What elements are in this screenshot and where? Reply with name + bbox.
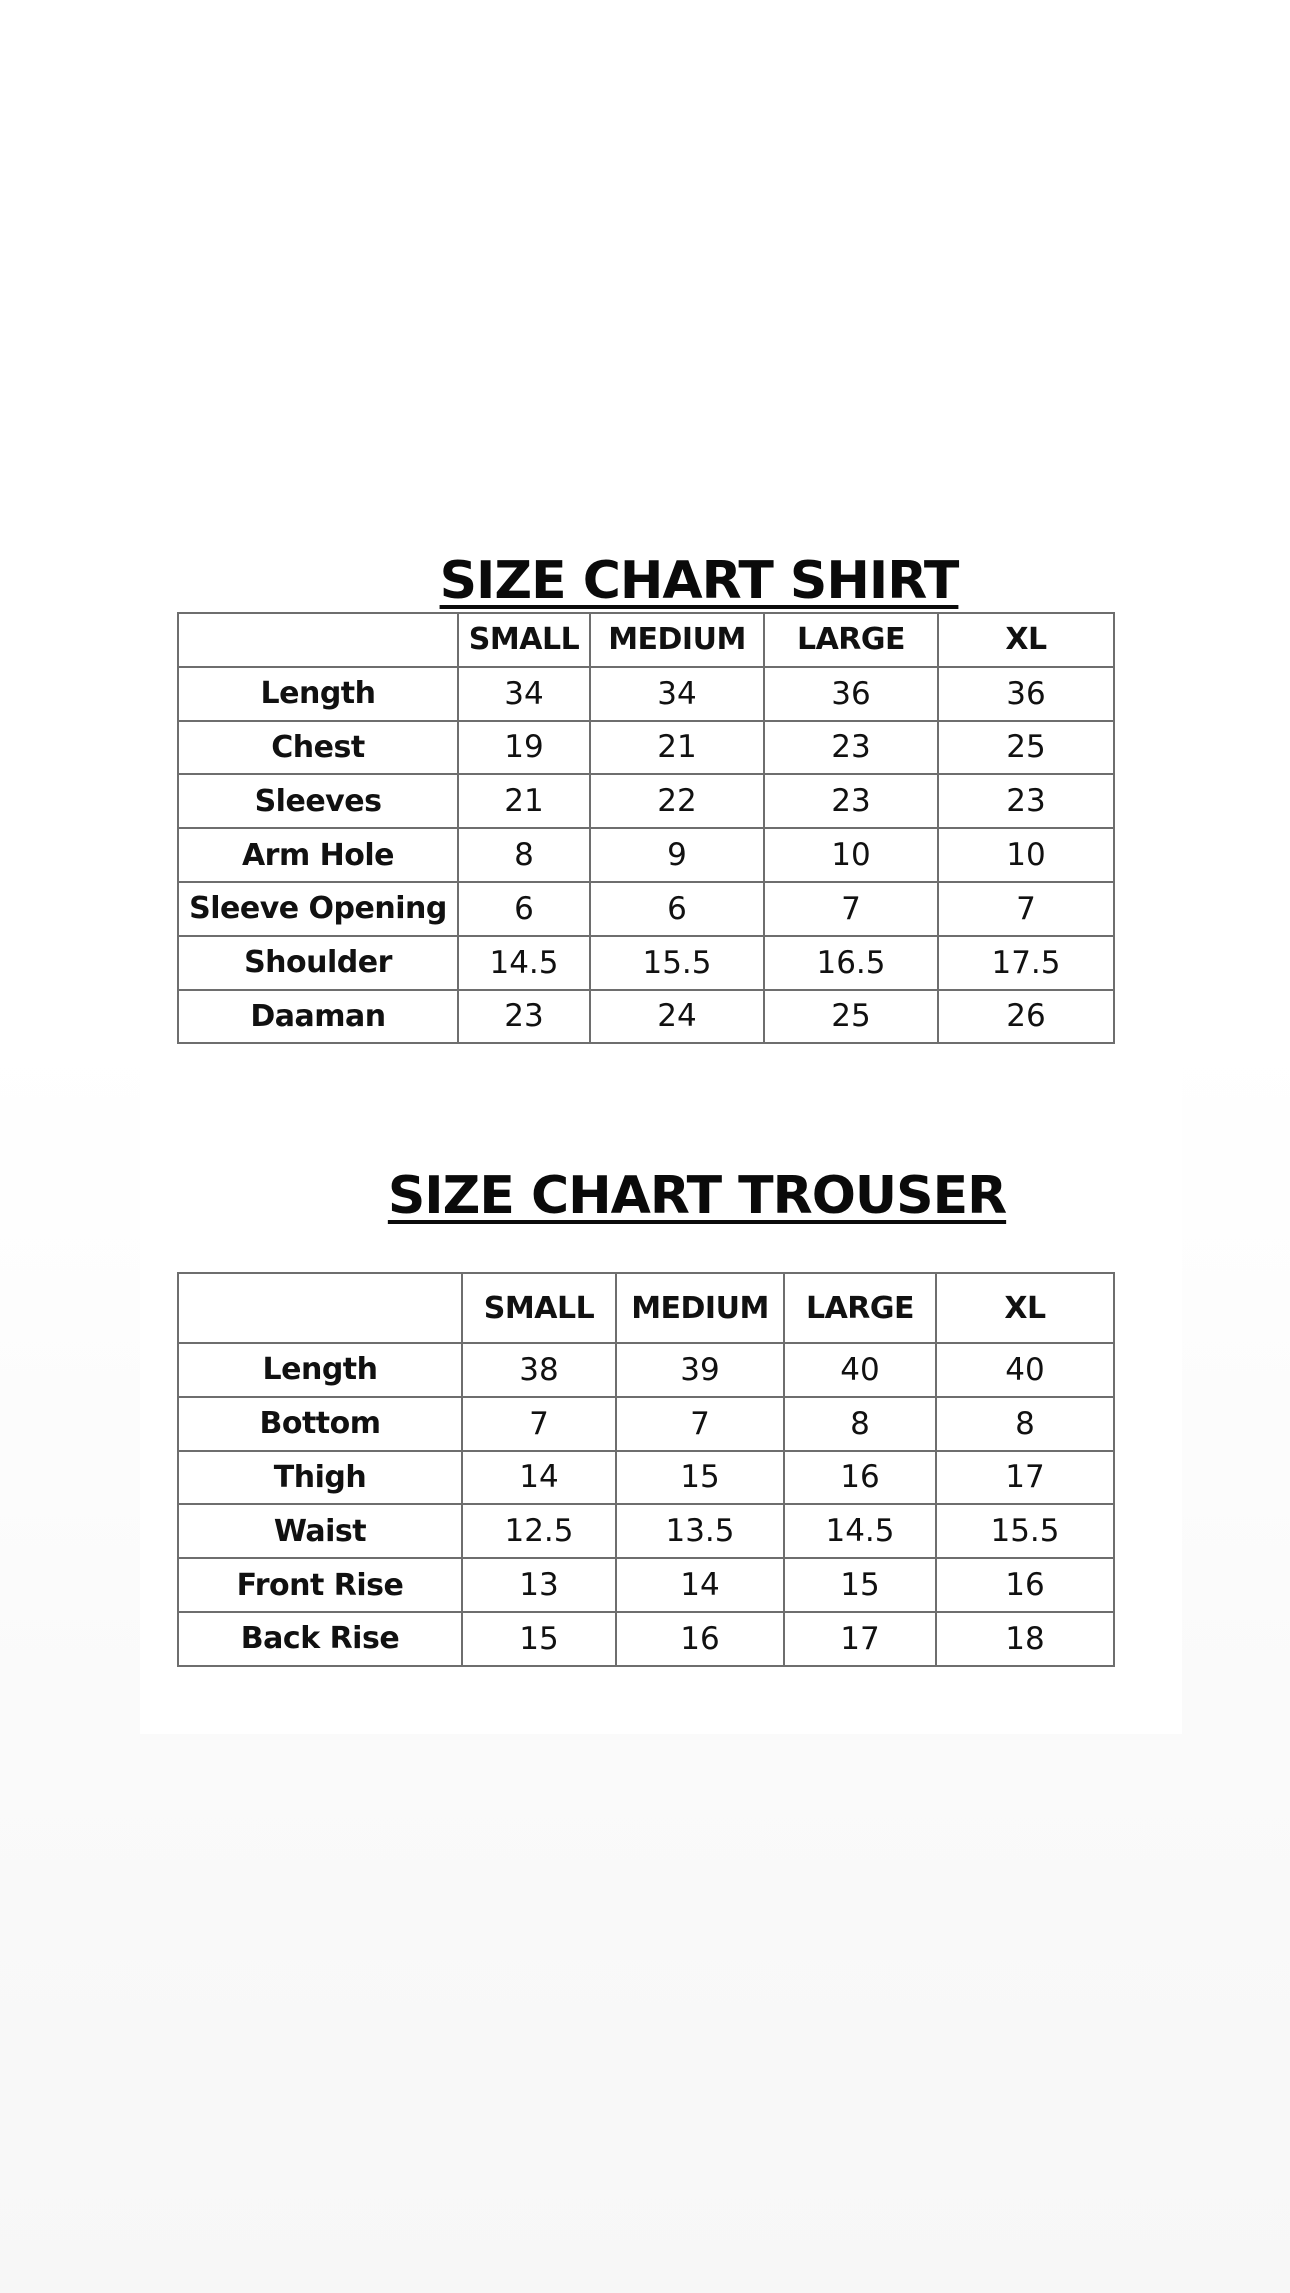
table-cell: 7: [764, 882, 938, 936]
table-cell: 6: [590, 882, 764, 936]
table-cell: 12.5: [462, 1504, 616, 1558]
table-row: [178, 1397, 1114, 1451]
table-cell: 13: [462, 1558, 616, 1612]
table-cell: 38: [462, 1343, 616, 1397]
table-cell: 15: [784, 1558, 936, 1612]
column-header: LARGE: [784, 1273, 936, 1343]
header-corner-cell: [178, 1273, 462, 1343]
table-row: [178, 1451, 1114, 1505]
column-header: MEDIUM: [590, 613, 764, 667]
table-cell: 22: [590, 774, 764, 828]
header-corner-cell: [178, 613, 458, 667]
table-cell: 18: [936, 1612, 1114, 1666]
table-cell: 21: [458, 774, 590, 828]
table-cell: 16.5: [764, 936, 938, 990]
table-cell: 14: [462, 1451, 616, 1505]
table-row: [178, 667, 1114, 721]
table-cell: 10: [764, 828, 938, 882]
row-label: Front Rise: [178, 1558, 462, 1612]
table-row: [178, 1343, 1114, 1397]
table-row: [178, 990, 1114, 1044]
table-cell: 10: [938, 828, 1114, 882]
table-cell: 21: [590, 721, 764, 775]
table-row: [178, 1504, 1114, 1558]
shirt-size-table: [177, 612, 1115, 1044]
table-cell: 36: [764, 667, 938, 721]
row-label: Sleeves: [178, 774, 458, 828]
table-row: [178, 774, 1114, 828]
table-row: [178, 936, 1114, 990]
table-cell: 34: [458, 667, 590, 721]
table-cell: 7: [616, 1397, 784, 1451]
row-label: Waist: [178, 1504, 462, 1558]
column-header: SMALL: [458, 613, 590, 667]
size-chart-card: [140, 472, 1182, 1734]
table-cell: 24: [590, 990, 764, 1044]
table-cell: 15: [462, 1612, 616, 1666]
table-cell: 23: [458, 990, 590, 1044]
column-header: XL: [938, 613, 1114, 667]
row-label: Sleeve Opening: [178, 882, 458, 936]
table-cell: 7: [938, 882, 1114, 936]
row-label: Arm Hole: [178, 828, 458, 882]
table-cell: 13.5: [616, 1504, 784, 1558]
table-cell: 25: [938, 721, 1114, 775]
table-cell: 34: [590, 667, 764, 721]
table-cell: 39: [616, 1343, 784, 1397]
row-label: Shoulder: [178, 936, 458, 990]
table-cell: 8: [458, 828, 590, 882]
row-label: Length: [178, 1343, 462, 1397]
table-row: [178, 828, 1114, 882]
row-label: Chest: [178, 721, 458, 775]
table-cell: 23: [764, 774, 938, 828]
table-cell: 19: [458, 721, 590, 775]
table-cell: 14.5: [784, 1504, 936, 1558]
table-cell: 14: [616, 1558, 784, 1612]
table-row: [178, 882, 1114, 936]
table-cell: 7: [462, 1397, 616, 1451]
table-cell: 23: [938, 774, 1114, 828]
table-cell: 23: [764, 721, 938, 775]
table-cell: 8: [936, 1397, 1114, 1451]
table-cell: 15: [616, 1451, 784, 1505]
table-cell: 16: [936, 1558, 1114, 1612]
table-row: [178, 1558, 1114, 1612]
table-header-row: [178, 613, 1114, 667]
shirt-size-chart-title: SIZE CHART SHIRT: [439, 551, 959, 611]
table-cell: 17: [936, 1451, 1114, 1505]
row-label: Thigh: [178, 1451, 462, 1505]
column-header: LARGE: [764, 613, 938, 667]
table-cell: 9: [590, 828, 764, 882]
table-row: [178, 721, 1114, 775]
table-cell: 26: [938, 990, 1114, 1044]
table-header-row: [178, 1273, 1114, 1343]
trouser-size-chart-title: SIZE CHART TROUSER: [387, 1166, 1007, 1226]
table-cell: 14.5: [458, 936, 590, 990]
column-header: SMALL: [462, 1273, 616, 1343]
row-label: Daaman: [178, 990, 458, 1044]
table-cell: 17.5: [938, 936, 1114, 990]
table-cell: 40: [936, 1343, 1114, 1397]
trouser-size-table: [177, 1272, 1115, 1667]
column-header: MEDIUM: [616, 1273, 784, 1343]
column-header: XL: [936, 1273, 1114, 1343]
table-cell: 15.5: [590, 936, 764, 990]
table-cell: 36: [938, 667, 1114, 721]
row-label: Back Rise: [178, 1612, 462, 1666]
table-cell: 25: [764, 990, 938, 1044]
table-cell: 16: [784, 1451, 936, 1505]
row-label: Bottom: [178, 1397, 462, 1451]
table-cell: 40: [784, 1343, 936, 1397]
row-label: Length: [178, 667, 458, 721]
table-cell: 17: [784, 1612, 936, 1666]
table-cell: 16: [616, 1612, 784, 1666]
table-cell: 15.5: [936, 1504, 1114, 1558]
table-row: [178, 1612, 1114, 1666]
table-cell: 6: [458, 882, 590, 936]
table-cell: 8: [784, 1397, 936, 1451]
